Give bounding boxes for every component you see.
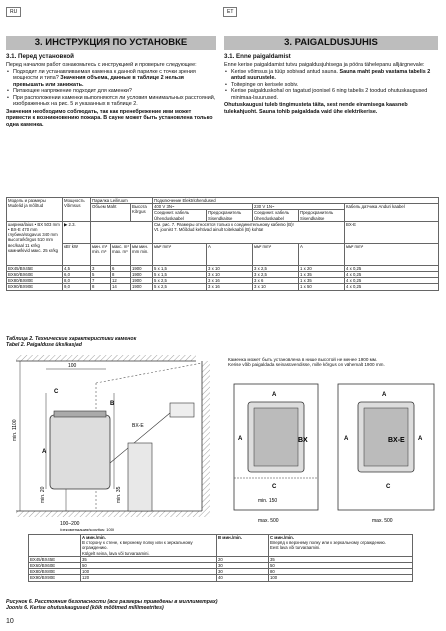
et-section-banner: 3. PAIGALDUSJUHIS bbox=[224, 36, 438, 50]
dim-min-35: min. 35 bbox=[116, 486, 122, 503]
top-e-a-2: A bbox=[344, 436, 349, 442]
et-intro: Enne kerise paigaldamist tutvu paigaldusjuhisega ja pööra tähelepanu alljärgnevale: bbox=[224, 61, 425, 68]
top-e-c: C bbox=[386, 484, 391, 490]
distance-header-row: A мин./min. В сторону к стене, к верхнему полку или к зеркальному ограждению. Külgelt seina, lava või turvaraamini. B мин./min. C мин./min. Вперёд к верхнему полку или к зеркальному ограждению. Eest lava või turvaraamini. bbox=[29, 535, 413, 557]
table-header-row: Модель и размеры Mudelid ja mõõtud Мощность Võimsus Парилка Leiliruum Подключение Elektriühendused bbox=[7, 198, 439, 204]
label-bx-e-top: BX-E bbox=[388, 437, 405, 444]
top-e-a-1: A bbox=[382, 392, 387, 398]
dim-a: A bbox=[42, 449, 47, 455]
specifications-table: Модель и размеры Mudelid ja mõõtud Мощность Võimsus Парилка Leiliruum Подключение Elektriühendused Объем Maht Высота Kõrgus 400 V 3N~ 230 V 1N~ Кабель датчика Anduri kaabel Соединит. кабель Ühenduskaabel Предохранитель Sisendkaitse Соединит. кабель Ühenduskaabel Предохранитель Sisendkaitse ширина/laius • BX 503 mm • BX-E 470 mm глубина/sügavus 340 mm высота/kõrgus 510 mm вес/kaal 11 кг/kg камни/kivid макс. 25 кг/kg ▶ 2.3. См. рис. 7. Размеры относятся только к соединительному кабелю (B)! Vt. joonist 7. Mõõdud kehtivad ainult toitekaabli (B) kohta! BX-E кВт kW мин. m³ min. m³ макс. m³ max. m³ мм мин. mm min. мм² mm² A мм² mm² A мм² mm² BX45/BX45E 4,5 3 6 1900 5 x 1,5 3 x 10 3 x 2,5 1 x 20 4 x 0,25 BX60/BX60E 6,0 5 8 1900 5 x 1,5 3 x 10 3 x 2,5 1 x 35 4 x 0,25 BX80/BX80E 8,0 7 12 1900 5 x 2,5 3 x 16 3 x 6 1 x 35 4 x 0,25 BX90/BX90E 9,0 8 14 1900 5 x 2,5 3 x 16 3 x 10 1 x 50 4 x 0,25 bbox=[6, 197, 439, 291]
table-row: BX60/BX60E 50 30 50 bbox=[29, 563, 413, 569]
floor-range: 100–200 bbox=[60, 521, 80, 527]
language-tag-et: ET bbox=[223, 7, 237, 17]
ru-heading: 3.1. Перед установкой bbox=[6, 53, 74, 60]
floor-recommendation: (рекомендация/soovitus: 100) bbox=[60, 527, 115, 531]
et-warning: Ohutuskaugusi tuleb tingimusteta täita, sest nende eiramisega kaasneb tulekahjuoht. Sauna tohib paigaldada vaid ühe elektrikerise. bbox=[224, 102, 408, 115]
dim-c: C bbox=[54, 389, 59, 395]
ru-section-banner: 3. ИНСТРУКЦИЯ ПО УСТАНОВКЕ bbox=[6, 36, 216, 50]
ru-bullet-2: • Питающее напряжение подходит для каменки? bbox=[6, 88, 216, 95]
table-row: BX90/BX90E 120 40 100 bbox=[29, 575, 413, 581]
dim-max-500: max. 500 bbox=[258, 518, 279, 524]
figure-caption: Рисунок 6. Расстояния безопасности (все размеры приведены в миллиметрах) Joonis 6. Kerise ohutuskaugused (kõik mõõtmed millimeetrites) bbox=[6, 599, 218, 612]
table-row: BX60/BX60E 6,0 5 8 1900 5 x 1,5 3 x 10 3 x 2,5 1 x 35 4 x 0,25 bbox=[7, 272, 439, 278]
top-a-2: A bbox=[238, 436, 243, 442]
table-row: BX80/BX80E 100 30 80 bbox=[29, 569, 413, 575]
top-e-a-3: A bbox=[418, 436, 423, 442]
dim-min-20: min. 20 bbox=[40, 486, 46, 503]
ru-column bbox=[6, 54, 216, 129]
table-row: BX45/BX45E 4,5 3 6 1900 5 x 1,5 3 x 10 3 x 2,5 1 x 20 4 x 0,25 bbox=[7, 265, 439, 271]
ru-bullet-1: • Подходит ли устанавливаемая каменка к данной парилке с точки зрения мощности и типа? Значения объема, данные в таблице 2 нельзя превышать или занижать. bbox=[6, 69, 216, 89]
dim-min-150: min. 150 bbox=[258, 498, 278, 504]
ru-warning: Значения необходимо соблюдать, так как пренебрежение ими может привести к возникновению пожара. В сауне может быть установлена только одна каменка. bbox=[6, 108, 213, 128]
et-column bbox=[224, 54, 438, 116]
dim-100: 100 bbox=[68, 363, 77, 369]
table-body-row: ширина/laius • BX 503 mm • BX-E 470 mm глубина/sügavus 340 mm высота/kõrgus 510 mm вес/kaal 11 кг/kg камни/kivid макс. 25 кг/kg ▶ 2.3. См. рис. 7. Размеры относятся только к соединительному кабелю (B)! Vt. joonist 7. Mõõdud kehtivad ainult toitekaabli (B) kohta! BX-E bbox=[7, 221, 439, 243]
language-tag-ru: RU bbox=[6, 7, 21, 17]
et-bullet-2: • Toitepinge on kerisele sobiv. bbox=[224, 82, 438, 89]
et-bullet-3: • Kerise paigalduskohal on tagatud joonisel 6 ning tabelis 2 toodud ohutuskaugused minimaa-lsuurused. bbox=[224, 88, 438, 101]
dim-b: B bbox=[110, 401, 115, 407]
label-bx: BX bbox=[298, 437, 308, 444]
top-view-diagram bbox=[228, 378, 440, 530]
top-a-1: A bbox=[272, 392, 277, 398]
top-c: C bbox=[272, 484, 277, 490]
table-row: BX90/BX90E 9,0 8 14 1900 5 x 2,5 3 x 16 3 x 10 1 x 50 4 x 0,25 bbox=[7, 284, 439, 290]
table-caption: Таблица 2. Технические характеристики каменок Tabel 2. Paigalduse üksikasjad bbox=[6, 336, 137, 349]
table-row: BX80/BX80E 8,0 7 12 1900 5 x 2,5 3 x 16 3 x 6 1 x 35 4 x 0,25 bbox=[7, 278, 439, 284]
installation-diagram bbox=[6, 353, 224, 531]
table-units-row: кВт kW мин. m³ min. m³ макс. m³ max. m³ мм мин. mm min. мм² mm² A мм² mm² A мм² mm² bbox=[7, 243, 439, 265]
ru-bullet-3: • При расположении каменки выполняются ли условия минимальных расстояний, изображенных на рис. 5 и указанных в таблице 2. bbox=[6, 95, 216, 108]
niche-note: Каменка может быть установлена в нише высотой не менее 1900 мм. Kerise võib paigaldada seinasüvendisse, mille kõrgus on vähemalt 1900 mm. bbox=[228, 357, 385, 368]
table-row: BX45/BX45E 35 20 35 bbox=[29, 556, 413, 562]
dim-min-1100: min. 1100 bbox=[12, 419, 18, 441]
label-bx-e: BX-E bbox=[132, 423, 144, 429]
et-bullet-1: • Kerise võimsus ja tüüp sobivad antud sauna. Sauna maht peab vastama tabelis 2 antud suurustele. bbox=[224, 69, 438, 82]
distance-table bbox=[28, 534, 413, 582]
ru-intro: Перед началом работ ознакомьтесь с инструкцией и проверьте следующее: bbox=[6, 61, 197, 68]
dim-max-500-e: max. 500 bbox=[372, 518, 393, 524]
et-heading: 3.1. Enne paigaldamist bbox=[224, 53, 291, 60]
page-number: 10 bbox=[6, 618, 14, 625]
